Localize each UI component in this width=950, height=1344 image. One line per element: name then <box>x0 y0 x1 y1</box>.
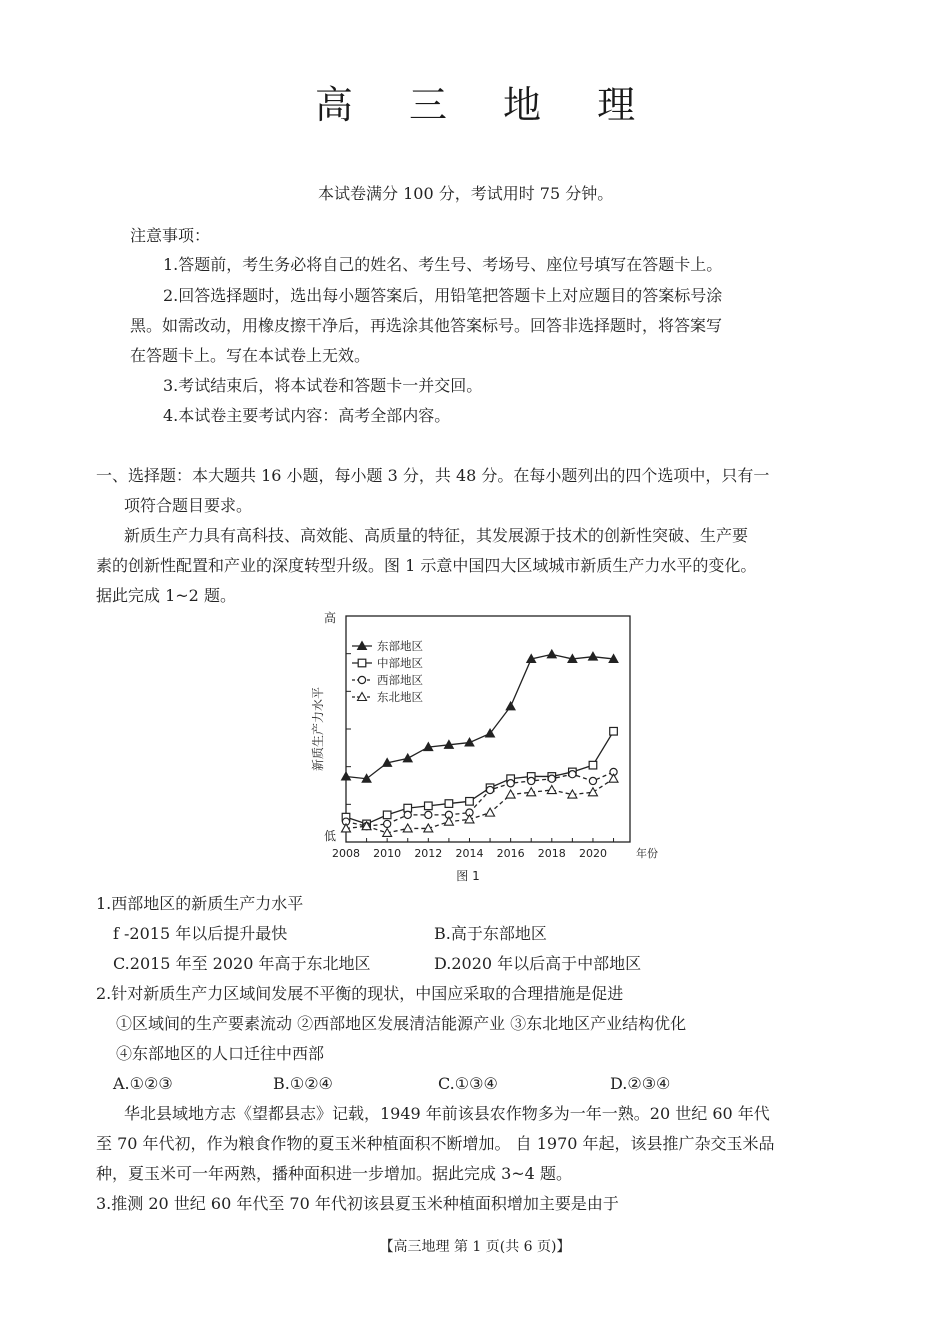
exam-scoring-info: 本试卷满分 100 分，考试用时 75 分钟。 <box>318 184 614 203</box>
data-point <box>589 761 597 769</box>
y-axis-label: 新质生产力水平 <box>311 686 325 772</box>
data-point <box>569 771 576 778</box>
question-1-option-b: B.高于东部地区 <box>434 924 547 943</box>
data-point <box>425 811 432 818</box>
y-axis-high-label: 高 <box>324 611 337 625</box>
page-footer: 【高三地理 第 1 页(共 6 页)】 <box>379 1239 571 1255</box>
data-point <box>486 786 493 793</box>
data-point <box>588 652 597 660</box>
question-2-statements: ④东部地区的人口迁往中西部 <box>116 1044 325 1063</box>
series-2 <box>342 727 617 827</box>
y-axis-low-label: 低 <box>324 829 337 843</box>
data-point <box>465 738 474 746</box>
data-point <box>342 772 351 780</box>
data-point <box>404 811 411 818</box>
data-point <box>445 800 453 808</box>
x-tick-label: 2018 <box>537 847 566 860</box>
x-tick-label: 2016 <box>496 847 525 860</box>
x-tick-label: 2012 <box>414 847 443 860</box>
question-2-option-c: C.①③④ <box>438 1074 498 1093</box>
notice-line: 黑。如需改动，用橡皮擦干净后，再选涂其他答案标号。回答非选择题时，将答案写 <box>130 316 723 335</box>
legend-label: 东北地区 <box>377 690 423 704</box>
series-4 <box>342 774 619 836</box>
series-3 <box>342 768 617 829</box>
x-tick-label: 2014 <box>455 847 484 860</box>
legend-marker <box>358 659 366 667</box>
passage-line: 新质生产力具有高科技、高效能、高质量的特征，其发展源于技术的创新性突破、生产要 <box>124 526 749 545</box>
section-heading-cont: 项符合题目要求。 <box>124 496 253 515</box>
passage-line: 素的创新性配置和产业的深度转型升级。图 1 示意中国四大区域城市新质生产力水平的变化。 <box>96 556 757 575</box>
data-point <box>507 780 514 787</box>
question-2-option-d: D.②③④ <box>610 1074 671 1093</box>
notice-line: 3.考试结束后，将本试卷和答题卡一并交回。 <box>163 376 483 395</box>
notice-line: 1.答题前，考生务必将自己的姓名、考生号、考场号、座位号填写在答题卡上。 <box>163 255 723 274</box>
question-1-option-c: C.2015 年至 2020 年高于东北地区 <box>113 954 371 973</box>
passage-line: 至 70 年代初，作为粮食作物的夏玉米种植面积不断增加。 自 1970 年起，该县推广杂交玉米品 <box>96 1134 775 1153</box>
notice-line: 在答题卡上。写在本试卷上无效。 <box>130 346 371 365</box>
data-point <box>486 808 495 816</box>
question-2-option-a: A.①②③ <box>113 1074 173 1093</box>
data-point <box>610 727 618 735</box>
data-point <box>383 811 391 819</box>
data-point <box>528 777 535 784</box>
data-point <box>506 702 515 710</box>
notice-heading: 注意事项： <box>130 226 211 245</box>
passage-line: 据此完成 1~2 题。 <box>96 586 236 605</box>
x-tick-label: 2008 <box>332 847 360 860</box>
data-point <box>425 802 433 810</box>
question-2-statements: ①区域间的生产要素流动 ②西部地区发展清洁能源产业 ③东北地区产业结构优化 <box>116 1014 687 1033</box>
figure-caption: 图 1 <box>456 869 480 883</box>
question-1-option-a: f -2015 年以后提升最快 <box>113 924 288 943</box>
notice-line: 4.本试卷主要考试内容：高考全部内容。 <box>163 406 451 425</box>
x-tick-label: 2020 <box>578 847 607 860</box>
legend-label: 西部地区 <box>377 673 423 687</box>
data-point <box>589 777 596 784</box>
page-title: 高 三 地 理 <box>314 83 658 127</box>
x-tick-label: 2010 <box>373 847 402 860</box>
notice-line: 2.回答选择题时，选出每小题答案后，用铅笔把答题卡上对应题目的答案标号涂 <box>163 286 723 305</box>
data-point <box>548 775 555 782</box>
question-2-option-b: B.①②④ <box>273 1074 333 1093</box>
data-point <box>588 788 597 796</box>
passage-line: 华北县域地方志《望都县志》记载，1949 年前该县农作物多为一年一熟。20 世纪 60 年代 <box>124 1104 770 1123</box>
data-point <box>384 820 391 827</box>
data-point <box>403 754 412 762</box>
figure-1-chart <box>300 602 660 887</box>
section-heading: 一、选择题：本大题共 16 小题，每小题 3 分，共 48 分。在每小题列出的四个选项中，只有一 <box>96 466 770 485</box>
legend-marker <box>358 676 365 683</box>
data-point <box>609 774 618 782</box>
question-1-stem: 1.西部地区的新质生产力水平 <box>96 894 304 913</box>
question-1-option-d: D.2020 年以后高于中部地区 <box>434 954 642 973</box>
data-point <box>466 798 474 806</box>
question-2-stem: 2.针对新质生产力区域间发展不平衡的现状，中国应采取的合理措施是促进 <box>96 984 624 1003</box>
data-point <box>547 786 556 794</box>
passage-line: 种，夏玉米可一年两熟，播种面积进一步增加。据此完成 3~4 题。 <box>96 1164 572 1183</box>
x-axis-label: 年份 <box>636 847 658 860</box>
data-point <box>547 650 556 658</box>
question-3-stem: 3.推测 20 世纪 60 年代至 70 年代初该县夏玉米种植面积增加主要是由于 <box>96 1194 619 1213</box>
legend-label: 中部地区 <box>377 656 423 670</box>
legend-label: 东部地区 <box>377 639 423 653</box>
